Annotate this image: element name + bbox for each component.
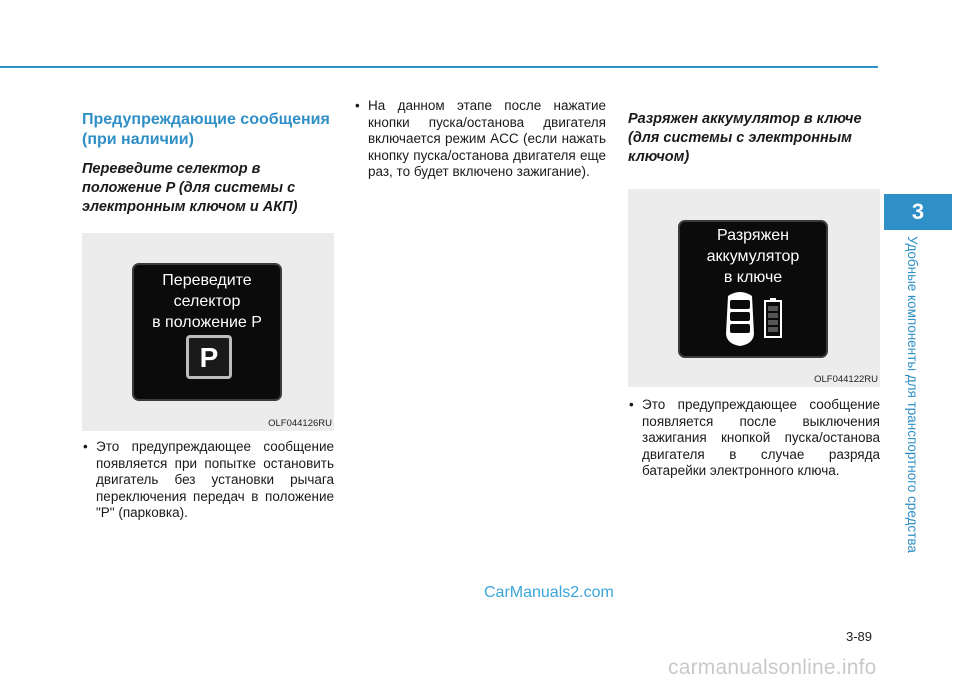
gear-p-icon: P	[186, 335, 232, 379]
battery-icon	[764, 298, 782, 338]
figure-shift-to-p	[82, 233, 334, 431]
figure-code: OLF044126RU	[268, 418, 332, 429]
bullet-text: • Это предупреждающее сообщение появляется после выключения зажигания кнопкой пуска/останова двигателя в случае разряда батарейки электронного ключа.	[628, 397, 880, 480]
column-right	[628, 110, 880, 480]
display-line: в положение P	[152, 314, 262, 331]
column-left	[82, 110, 334, 522]
chapter-title: Удобные компоненты для транспортного средства	[905, 236, 920, 553]
section-title: Предупреждающие сообщения (при наличии)	[82, 111, 330, 148]
display-line: в ключе	[723, 269, 783, 286]
site-watermark: carmanualsonline.info	[668, 656, 877, 679]
smart-key-icon	[720, 290, 760, 348]
figure-key-battery	[628, 189, 880, 387]
subsection-title-key-battery: Разряжен аккумулятор в ключе (для системы с электронным ключом)	[628, 111, 862, 165]
bullet-text: • Это предупреждающее сообщение появляется при попытке остановить двигатель без установки рычага переключения передач в положение "P" (парковка).	[82, 439, 334, 522]
display-line: селектор	[173, 293, 241, 310]
chapter-number-tab: 3	[884, 194, 952, 230]
header-rule	[0, 66, 878, 68]
display-line: аккумулятор	[706, 248, 800, 265]
figure-code: OLF044122RU	[814, 374, 878, 385]
column-middle	[354, 98, 606, 181]
bullet-text: • На данном этапе после нажатие кнопки пуска/останова двигателя включается режим ACC (если нажать кнопку пуска/останова двигателя еще раз, то будет включено зажигание).	[354, 98, 606, 181]
page-number: 3-89	[846, 629, 873, 644]
watermark-link[interactable]: CarManuals2.com	[484, 584, 614, 601]
cluster-display	[132, 263, 282, 401]
subsection-title-shift-to-p: Переведите селектор в положение P (для системы с электронным ключом и АКП)	[82, 161, 298, 215]
cluster-display	[678, 220, 828, 358]
display-line: Переведите	[162, 272, 252, 289]
display-line: Разряжен	[716, 227, 789, 244]
